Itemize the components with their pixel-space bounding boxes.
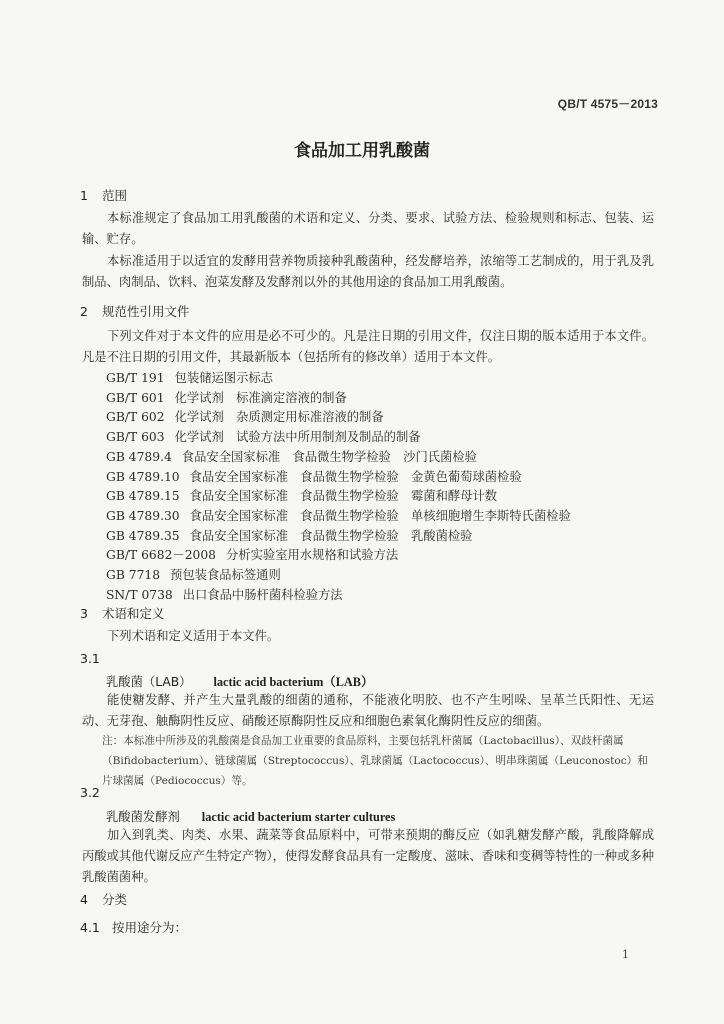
- section-2-intro: 下列文件对于本文件的应用是必不可少的。凡是注日期的引用文件，仅注日期的版本适用于本文件。凡是不注日期的引用文件，其最新版本（包括所有的修改单）适用于本文件。: [82, 329, 654, 364]
- term-3-1-note: [102, 731, 654, 791]
- reference-item: [106, 447, 477, 465]
- reference-title: 化学试剂 试验方法中所用制剂及制品的制备: [174, 430, 421, 445]
- clause-number: 4.1: [80, 920, 100, 935]
- reference-code: SN/T 0738: [106, 587, 173, 602]
- term-3-2-number: 3.2: [80, 785, 100, 800]
- reference-title: 分析实验室用水规格和试验方法: [226, 548, 399, 563]
- clause-text: 按用途分为：: [112, 920, 188, 935]
- document-title: 食品加工用乳酸菌: [294, 141, 430, 161]
- term-3-1: [106, 672, 373, 690]
- term-3-1-number: 3.1: [80, 651, 100, 666]
- section-number: 2: [80, 304, 88, 319]
- section-title: 规范性引用文件: [102, 304, 190, 319]
- reference-code: GB 4789.10: [106, 469, 180, 484]
- section-3-intro: 下列术语和定义适用于本文件。: [107, 629, 280, 643]
- reference-item: [106, 427, 421, 445]
- reference-code: GB 7718: [106, 568, 161, 582]
- standard-code: QB/T 4575－2013: [557, 97, 658, 111]
- reference-code: GB/T 191: [106, 371, 165, 385]
- term-3-2: [106, 807, 395, 825]
- reference-item: [106, 388, 347, 406]
- reference-item: [106, 526, 472, 544]
- section-1-heading: [80, 186, 127, 204]
- term-zh: 乳酸菌发酵剂: [106, 810, 180, 824]
- term-3-2-definition: 加入到乳类、肉类、水果、蔬菜等食品原料中，可带来预期的酶反应（如乳糖发酵产酸，乳酸降解成丙酸或其他代谢反应产生特定产物），使得发酵食品具有一定酸度、滋味、香味和变稠等特性的一种或多种乳酸菌菌种。: [82, 828, 654, 884]
- section-number: 4: [80, 892, 88, 907]
- section-2-heading: [80, 302, 190, 320]
- reference-item: [106, 565, 281, 583]
- section-number: 3: [80, 606, 88, 621]
- reference-title: 食品安全国家标准 食品微生物学检验 沙门氏菌检验: [181, 449, 477, 464]
- reference-item: [106, 545, 398, 563]
- reference-title: 化学试剂 标准滴定溶液的制备: [174, 390, 347, 405]
- reference-item: [106, 486, 497, 504]
- section-1-paragraph-2: 本标准适用于以适宜的发酵用营养物质接种乳酸菌种，经发酵培养，浓缩等工艺制成的，用于乳及乳制品、肉制品、饮料、泡菜发酵及发酵剂以外的其他用途的食品加工用乳酸菌。: [82, 254, 654, 289]
- note-text: 本标准中所涉及的乳酸菌是食品加工业重要的食品原料，主要包括乳杆菌属（Lactobacillus）、双歧杆菌属（Bifidobacterium）、链球菌属（Streptococcus）、乳球菌属（Lactococcus）、明串珠菌属（Leuconostoc）和片球菌属（Pediococcus）等。: [102, 735, 648, 787]
- reference-item: [106, 467, 522, 485]
- section-title: 分类: [102, 892, 128, 907]
- term-en: lactic acid bacterium（LAB）: [213, 675, 374, 689]
- reference-item: [106, 407, 384, 425]
- reference-title: 食品安全国家标准 食品微生物学检验 霉菌和酵母计数: [189, 489, 498, 504]
- reference-title: 出口食品中肠杆菌科检验方法: [182, 587, 343, 602]
- section-number: 1: [80, 188, 88, 203]
- reference-code: GB 4789.4: [106, 449, 172, 464]
- reference-item: [106, 506, 571, 524]
- section-title: 范围: [102, 188, 128, 203]
- page-number: 1: [622, 948, 629, 961]
- reference-title: 化学试剂 杂质测定用标准溶液的制备: [174, 410, 384, 425]
- reference-code: GB/T 602: [106, 410, 165, 425]
- section-3-heading: [80, 604, 165, 622]
- section-1-paragraph-1: 本标准规定了食品加工用乳酸菌的术语和定义、分类、要求、试验方法、检验规则和标志、包装、运输、贮存。: [82, 211, 654, 246]
- reference-title: 食品安全国家标准 食品微生物学检验 乳酸菌检验: [189, 528, 473, 543]
- reference-item: [106, 368, 273, 386]
- reference-code: GB/T 603: [106, 430, 165, 445]
- term-en: lactic acid bacterium starter cultures: [201, 810, 396, 824]
- reference-title: 食品安全国家标准 食品微生物学检验 单核细胞增生李斯特氏菌检验: [189, 508, 571, 523]
- note-label: 注：: [102, 735, 124, 747]
- section-4-heading: [80, 890, 127, 908]
- term-zh: 乳酸菌（LAB）: [106, 675, 192, 689]
- reference-code: GB 4789.15: [106, 489, 180, 504]
- term-3-1-definition: 能使糖发酵、并产生大量乳酸的细菌的通称，不能液化明胶、也不产生吲哚、呈革兰氏阳性、无运动、无芽孢、触酶阴性反应、硝酸还原酶阴性反应和细胞色素氧化酶阴性反应的细菌。: [82, 693, 654, 728]
- reference-title: 预包装食品标签通则: [170, 568, 281, 582]
- reference-item: [106, 585, 343, 603]
- section-title: 术语和定义: [102, 606, 165, 621]
- reference-title: 包装储运图示标志: [174, 371, 273, 385]
- reference-code: GB 4789.35: [106, 528, 180, 543]
- reference-code: GB/T 6682－2008: [106, 548, 216, 563]
- clause-4-1: [80, 918, 187, 936]
- reference-title: 食品安全国家标准 食品微生物学检验 金黄色葡萄球菌检验: [189, 469, 522, 484]
- reference-code: GB/T 601: [106, 390, 165, 405]
- reference-code: GB 4789.30: [106, 508, 180, 523]
